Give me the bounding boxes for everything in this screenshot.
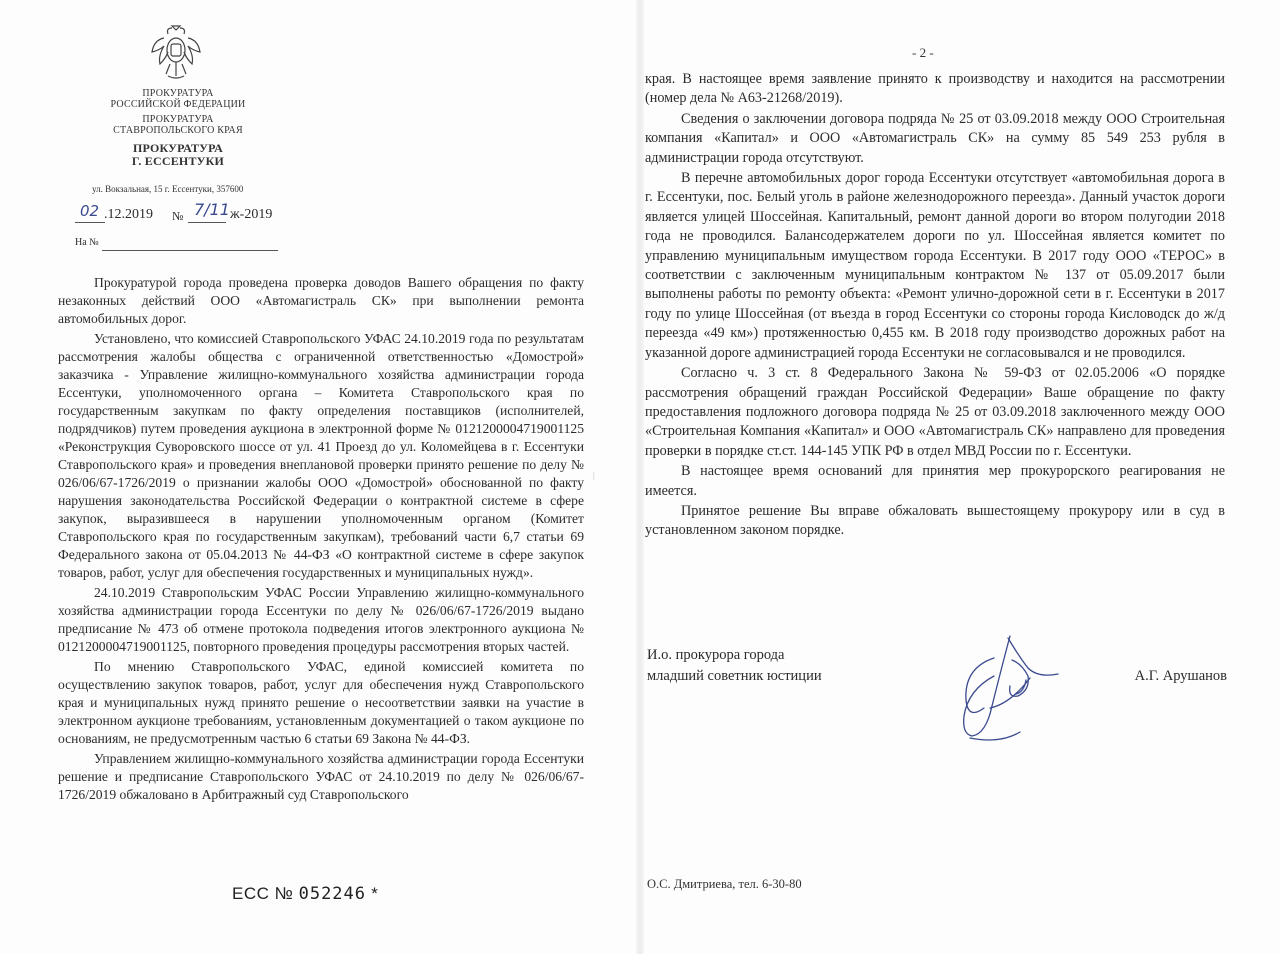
header-line: РОССИЙСКОЙ ФЕДЕРАЦИИ (110, 99, 246, 110)
executor-contact: О.С. Дмитриева, тел. 6-30-80 (647, 877, 802, 891)
signer-position: И.о. прокурора города (647, 647, 785, 663)
coat-of-arms-emblem (150, 24, 202, 80)
reg-number-label: № (172, 209, 184, 223)
paragraph: В настоящее время оснований для принятия мер прокурорского реагирования не имеется. (645, 463, 1225, 499)
header-prosecutor-city (60, 142, 296, 168)
scan-mark: | (593, 470, 595, 480)
reg-suffix: ж-2019 (230, 207, 273, 222)
header-line: ПРОКУРАТУРА (142, 114, 214, 125)
header-line: СТАВРОПОЛЬСКОГО КРАЯ (113, 125, 243, 136)
paragraph: Управлением жилищно-коммунального хозяйства администрации города Ессентуки решение и предписание Ставропольского УФАС от 24.10.2019 по делу № 026/06/67-1726/2019 обжаловано в Арбитражный суд Ставропольского (58, 751, 584, 802)
reg-incoming-field (102, 236, 278, 251)
paragraph: Сведения о заключении договора подряда № 25 от 03.09.2018 между ООО Строительная компания «Капитал» и ООО «Автомагистраль СК» на сумму 85 549 253 рубля в администрации города отсутствуют. (645, 110, 1225, 166)
reg-day-handwritten: 02 (80, 202, 100, 220)
reg-number-handwritten: 7/11 (194, 200, 230, 219)
paragraph: По мнению Ставропольского УФАС, единой комиссией комитета по осуществлению закупок товаров, работ, услуг для обеспечения нужд Ставропольского края и муниципальных нужд принято решение о несоответствии заявки на участие в электронном аукционе требованиям, установленным документацией о таком аукционе по основаниям, не предусмотренным частью 6 статьи 69 Закона № 44-ФЗ. (58, 659, 584, 746)
letter-body-left (58, 274, 584, 806)
paragraph: Установлено, что комиссией Ставропольского УФАС 24.10.2019 года по результатам рассмотрения жалобы общества с ограниченной ответственностью «Домострой» заказчика - Управление жилищно-коммунального хозяйства администрации города Ессентуки, уполномоченного органа – Комитета Ставропольского края по государственным закупкам по факту определения поставщиков (исполнителей, подрядчиков) путем проведения аукциона в электронной форме № 0121200004719001125 «Реконструкция Суворовского шоссе от ул. 41 Проезд до ул. Коломейцева в г. Ессентуки Ставропольского края» и проведения внеплановой проверки принято решение по делу № 026/06/67-1726/2019 о признании жалобы ООО «Домострой» обоснованной по факту нарушения законодательства Российской Федерации о контрактной системе в сфере закупок, выразившееся в нарушении уполномоченным органом (Комитет Ставропольского края по государственным закупкам), требований части 6,7 статьи 69 Федерального закона от 05.04.2013 № 44-ФЗ «О контрактной системе в сфере закупок товаров, работ, услуг для обеспечения государственных и муниципальных нужд». (58, 331, 584, 580)
signature-block (647, 645, 1227, 687)
form-serial-number (232, 884, 378, 904)
serial-prefix: ЕСС № (232, 884, 294, 903)
serial-digits: 052246 (298, 884, 367, 904)
page-gutter (636, 0, 644, 954)
signer-name: А.Г. Арушанов (1134, 668, 1227, 684)
office-address: ул. Вокзальная, 15 г. Ессентуки, 357600 (92, 184, 244, 194)
paragraph: Принятое решение Вы вправе обжаловать вышестоящему прокурору или в суд в установленном законом порядке. (645, 502, 1225, 539)
letter-body-right (645, 70, 1225, 542)
page-number: - 2 - (912, 45, 934, 60)
paragraph: Прокуратурой города проведена проверка доводов Вашего обращения по факту незаконных действий ООО «Автомагистраль СК» при выполнении ремонта автомобильных дорог. (58, 275, 584, 326)
paragraph: края. В настоящее время заявление принято к производству и находится на рассмотрении (номер дела № А63-21268/2019). (645, 71, 1225, 107)
reg-date: .12.2019 (104, 207, 153, 222)
serial-star: * (371, 884, 379, 903)
paragraph: В перечне автомобильных дорог города Ессентуки отсутствует «автомобильная дорога в г. Ессентуки, пос. Белый уголь в районе железнодорожного переезда». Данный участок дороги является улицей Шоссейная. Капитальный, ремонт данной дороги во втором полугодии 2018 года не проводился. Балансодержателем дороги по ул. Шоссейная является комитет по управлению муниципальным имуществом города Ессентуки. В 2017 году ООО «ТЕРОС» в соответствии с заключенным муниципальным контрактом № 137 от 05.09.2017 были выполнены работы по ремонту объекта: «Ремонт улично-дорожной сети в г. Ессентуки в 2017 году по улице Шоссейная (от въезда в город Ессентуки со стороны города Кисловодск до ж/д переезда «49 км») протяженностью 0,455 км. В 2018 году производство дорожных работ на указанной дороге администрацией города Ессентуки не согласовывался и не проводился. (645, 170, 1225, 361)
header-prosecutor-region (60, 114, 296, 136)
header-line: ПРОКУРАТУРА (142, 88, 214, 99)
header-line: ПРОКУРАТУРА (132, 141, 224, 155)
header-line: Г. ЕССЕНТУКИ (131, 154, 225, 168)
reg-incoming-label: На № (75, 237, 99, 248)
paragraph: Согласно ч. 3 ст. 8 Федерального Закона № 59-ФЗ от 02.05.2006 «О порядке рассмотрения обращений граждан Российской Федерации» Ваше обращение по факту предоставления подложного договора подряда № 25 от 03.09.2018 заключенного между ООО «Строительная Компания «Капитал» и ООО «Автомагистраль СК» направлено для проведения проверки в порядке ст.ст. 144-145 УПК РФ в отдел МВД России по г. Ессентуки. (645, 365, 1225, 459)
handwritten-signature (950, 598, 1070, 758)
signer-rank: младший советник юстиции (647, 668, 822, 684)
paragraph: 24.10.2019 Ставропольским УФАС России Управлению жилищно-коммунального хозяйства администрации города Ессентуки по делу № 026/06/67-1726/2019 выдано предписание № 473 об отмене протокола подведения итогов электронного аукциона № 0121200004719001125, повторного проведения процедуры рассмотрения вторых частей. (58, 585, 584, 654)
header-prosecutor-rf (60, 88, 296, 110)
